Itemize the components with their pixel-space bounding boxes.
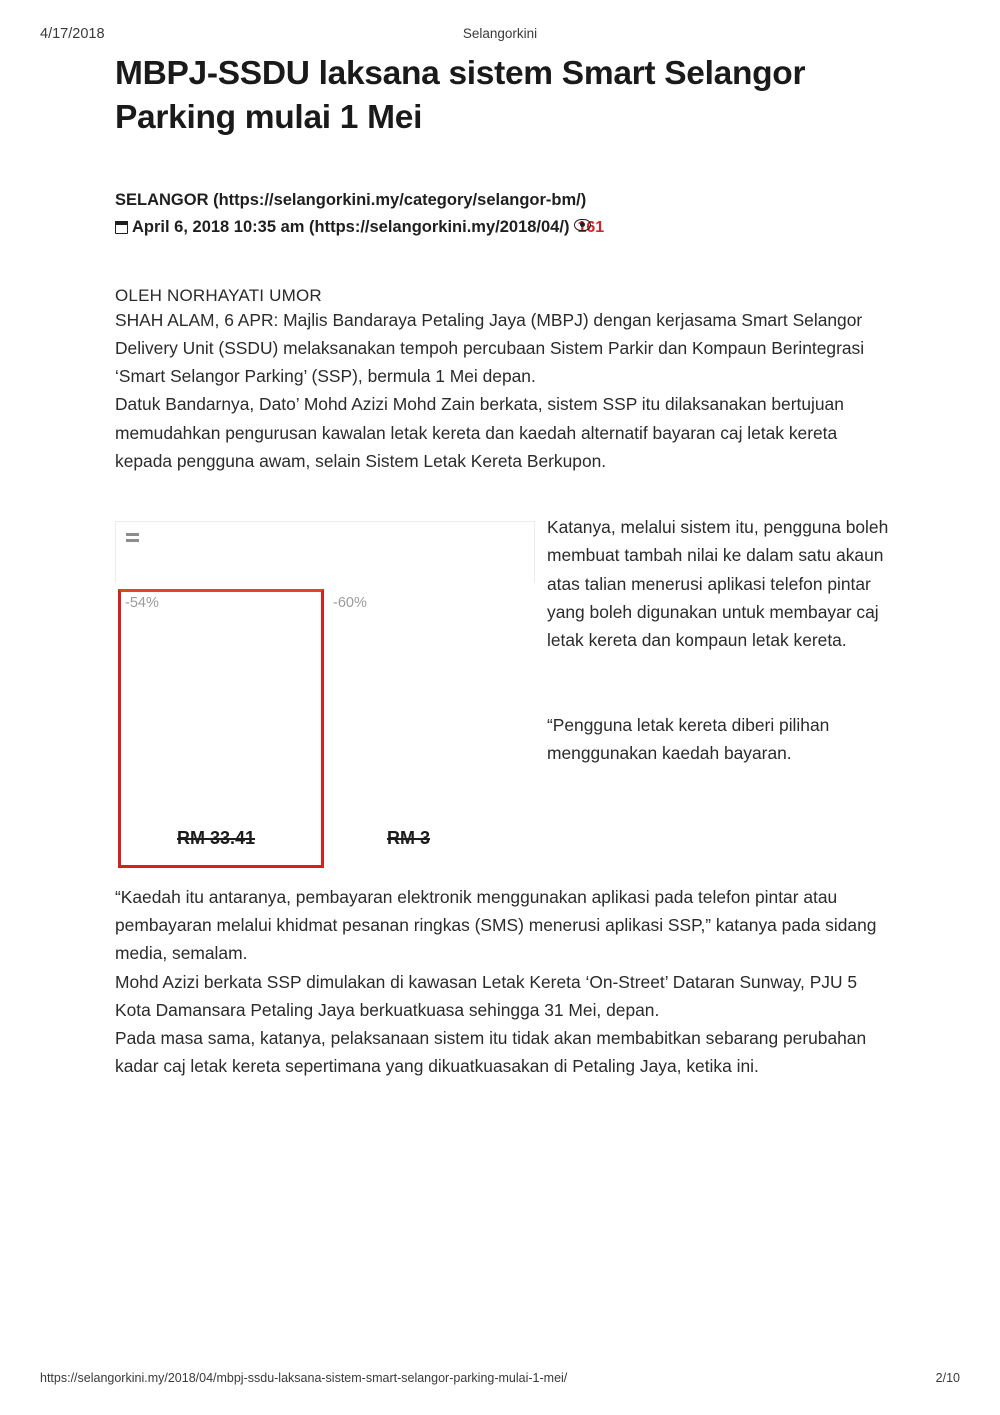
print-header: [0, 26, 1000, 46]
paragraph-5: Pada masa sama, katanya, pelaksanaan sistem itu tidak akan membabitkan sebarang perubahan kadar caj letak kereta sepertimana yang dikuatkuasakan di Petaling Jaya, ketika ini.: [115, 1027, 867, 1077]
embed-placeholder-frame: [115, 521, 535, 583]
paragraph-3: “Kaedah itu antaranya, pembayaran elektronik menggunakan aplikasi pada telefon pintar atau pembayaran melalui khidmat pesanan ringkas (SMS) menerusi aplikasi SSP,” katanya pada sidang media, semalam.: [115, 887, 877, 964]
calendar-icon: [115, 221, 128, 234]
print-footer: [0, 1371, 1000, 1389]
price-highlight-box: [118, 589, 324, 868]
byline: OLEH NORHAYATI UMOR: [115, 285, 322, 305]
paragraph-2: Datuk Bandarnya, Dato’ Mohd Azizi Mohd Zain berkata, sistem SSP itu dilaksanakan bertujuan memudahkan pengurusan kawalan letak kereta dan kaedah alternatif bayaran caj letak kereta kepada pengguna awam, selain Sistem Letak Kereta Berkupon.: [115, 394, 844, 471]
discount-badge-right: -60%: [333, 595, 367, 611]
article-body: [115, 52, 895, 1080]
figure-and-side-column: [115, 513, 895, 883]
price-label-right: RM 3: [387, 828, 431, 848]
source-url: https://selangorkini.my/2018/04/mbpj-ssdu-laksana-sistem-smart-selangor-parking-mulai-1-mei/: [40, 1371, 568, 1385]
paragraph-side-2: “Pengguna letak kereta diberi pilihan menggunakan kaedah bayaran.: [547, 714, 830, 764]
discount-badge-left: -54%: [125, 595, 159, 611]
view-count: 161: [577, 219, 605, 237]
price-label-left: RM 33.41: [177, 828, 256, 848]
paragraph-side-1: Katanya, melalui sistem itu, pengguna boleh membuat tambah nilai ke dalam satu akaun atas talian menerusi aplikasi telefon pintar yang boleh digunakan untuk membayar caj letak kereta dan kompaun letak kereta.: [547, 517, 889, 651]
print-date: 4/17/2018: [40, 26, 105, 42]
article-meta: [115, 187, 895, 241]
menu-bars-icon: [126, 533, 139, 545]
paragraph-1: SHAH ALAM, 6 APR: Majlis Bandaraya Petaling Jaya (MBPJ) dengan kerjasama Smart Selangor Delivery Unit (SSDU) melaksanakan tempoh percubaan Sistem Parkir dan Kompaun Berintegrasi ‘Smart Selangor Parking’ (SSP), bermula 1 Mei depan.: [115, 309, 865, 387]
publish-date-link[interactable]: April 6, 2018 10:35 am (https://selangorkini.my/2018/04/): [132, 218, 570, 237]
category-line: [115, 187, 895, 214]
date-views-line: [115, 214, 895, 242]
page-number: 2/10: [935, 1371, 960, 1385]
print-site-name: Selangorkini: [462, 26, 538, 41]
category-link[interactable]: SELANGOR (https://selangorkini.my/category/selangor-bm/): [115, 191, 587, 210]
page-title: MBPJ-SSDU laksana sistem Smart Selangor Parking mulai 1 Mei: [115, 55, 806, 137]
side-column: [547, 513, 895, 768]
paragraph-4: Mohd Azizi berkata SSP dimulakan di kawasan Letak Kereta ‘On-Street’ Dataran Sunway, PJU 5 Kota Damansara Petaling Jaya berkuatkuasa sehingga 31 Mei, depan.: [115, 971, 858, 1020]
